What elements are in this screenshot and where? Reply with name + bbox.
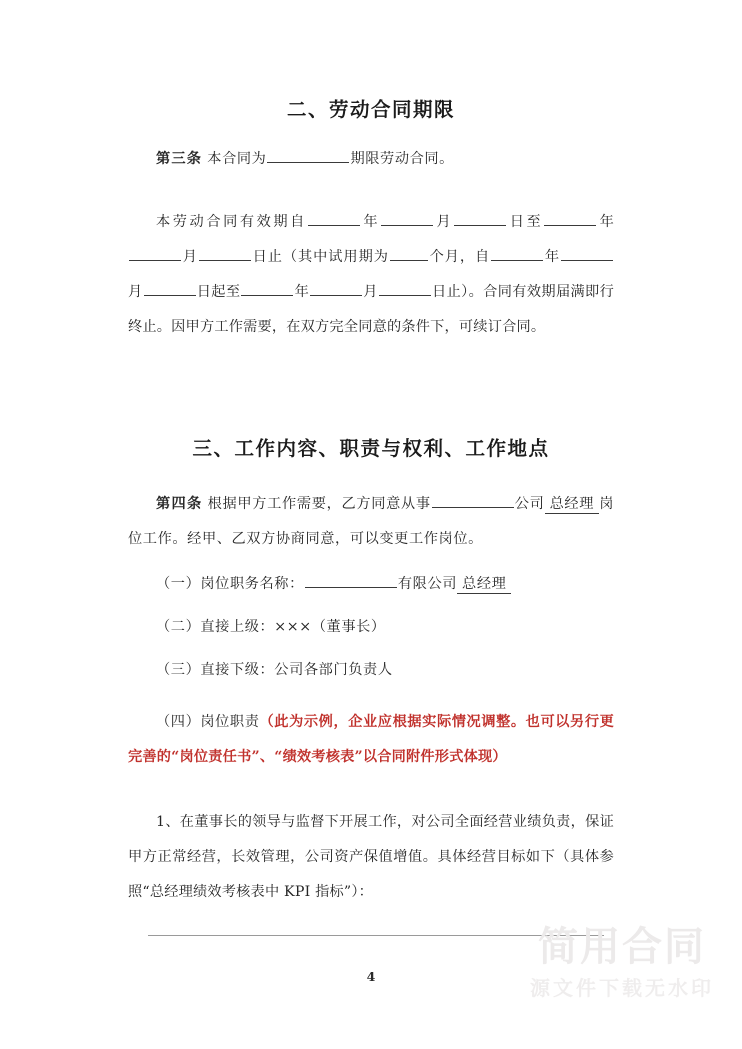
probation-start-from-label: 日起至 (196, 284, 241, 300)
end-day-blank[interactable] (199, 246, 251, 261)
start-day-blank[interactable] (454, 211, 506, 226)
job-item-4-label: （四）岗位职责 (156, 714, 260, 730)
term-month-label-3: 月 (128, 284, 143, 300)
article-4-text-before: 根据甲方工作需要，乙方同意从事 (207, 496, 431, 512)
duty-item-1 (128, 805, 614, 910)
job-item-direct-superior (128, 610, 614, 645)
job-item-position-title (128, 567, 614, 602)
term-line3-text: 日止）。合同有效期届满即行终止。因甲方工作需要，在双方完全同意的条件下，可续订合同。 (128, 284, 615, 335)
job-item-1-label: （一）岗位职务名称： (156, 576, 304, 592)
term-day-label-1: 日 (507, 214, 527, 230)
job-item-3-label: （三）直接下级：公司各部门负责人 (156, 662, 393, 678)
job-item-4-red-note: （此为示例，企业应根据实际情况调整。也可以另行更完善的“岗位责任书”、“绩效考核表”以合同附件形式体现） (128, 714, 614, 765)
article-4-company-label: 公司 (514, 496, 545, 512)
end-month-blank[interactable] (129, 246, 181, 261)
term-month-label-1: 月 (434, 214, 454, 230)
probation-months-blank[interactable] (390, 246, 428, 261)
probation-end-year-blank[interactable] (241, 281, 293, 296)
term-month-label-4: 月 (363, 284, 378, 300)
article-3-text-after: 期限劳动合同。 (350, 151, 454, 167)
job-item-direct-subordinate (128, 653, 614, 688)
probation-months-unit: 个月，自 (428, 249, 491, 265)
article-3-term-type-blank[interactable] (267, 148, 349, 163)
article-4-text-after: 岗位工作。经甲、乙双方协商同意，可以变更工作岗位。 (128, 496, 614, 547)
probation-start-day-blank[interactable] (144, 281, 196, 296)
article-4-position-value[interactable]: 总经理 (545, 496, 600, 514)
page-number: 4 (366, 969, 376, 984)
article-3-text-before: 本合同为 (207, 151, 267, 167)
term-line2-lead: 日止（其中试用期为 (251, 249, 389, 265)
probation-start-year-blank[interactable] (491, 246, 543, 261)
blank-fill-rule[interactable] (148, 935, 604, 936)
job-item-1-company-suffix: 有限公司 (397, 576, 458, 592)
job-item-1-position-value[interactable]: 总经理 (457, 576, 511, 594)
term-year-label-2: 年 (597, 214, 615, 230)
term-year-label-3: 年 (544, 249, 561, 265)
page-content (128, 0, 614, 1049)
probation-start-month-blank[interactable] (561, 246, 613, 261)
end-year-blank[interactable] (544, 211, 596, 226)
article-3-paragraph (128, 142, 614, 177)
start-month-blank[interactable] (381, 211, 433, 226)
start-year-blank[interactable] (308, 211, 360, 226)
term-month-label-2: 月 (182, 249, 198, 265)
job-item-responsibilities (128, 705, 614, 775)
article-4-label: 第四条 (156, 496, 203, 512)
section-heading-labor-contract-term: 二、劳动合同期限 (286, 98, 455, 121)
article-4-paragraph (128, 487, 614, 557)
probation-end-month-blank[interactable] (310, 281, 362, 296)
article-4-company-blank[interactable] (432, 493, 514, 508)
duty-item-1-text: 1、在董事长的领导与监督下开展工作，对公司全面经营业绩负责，保证甲方正常经营，长效管理，公司资产保值增值。具体经营目标如下（具体参照“总经理绩效考核表中 KPI 指标”）： (128, 814, 614, 900)
contract-term-paragraph (128, 205, 614, 345)
probation-end-day-blank[interactable] (379, 281, 431, 296)
term-year-label-1: 年 (360, 214, 381, 230)
term-line1-lead: 本劳动合同有效期自 (156, 214, 307, 230)
job-item-1-company-blank[interactable] (305, 573, 397, 588)
job-item-2-label: （二）直接上级：×××（董事长） (156, 619, 386, 635)
article-3-label: 第三条 (156, 151, 203, 167)
term-year-label-4: 年 (294, 284, 310, 300)
watermark-tagline: 源文件下载无水印 (530, 976, 714, 1000)
watermark-brand: 简用合同 (538, 924, 706, 970)
section-heading-job-content: 三、工作内容、职责与权利、工作地点 (192, 437, 550, 460)
term-to-label: 至 (526, 214, 544, 230)
